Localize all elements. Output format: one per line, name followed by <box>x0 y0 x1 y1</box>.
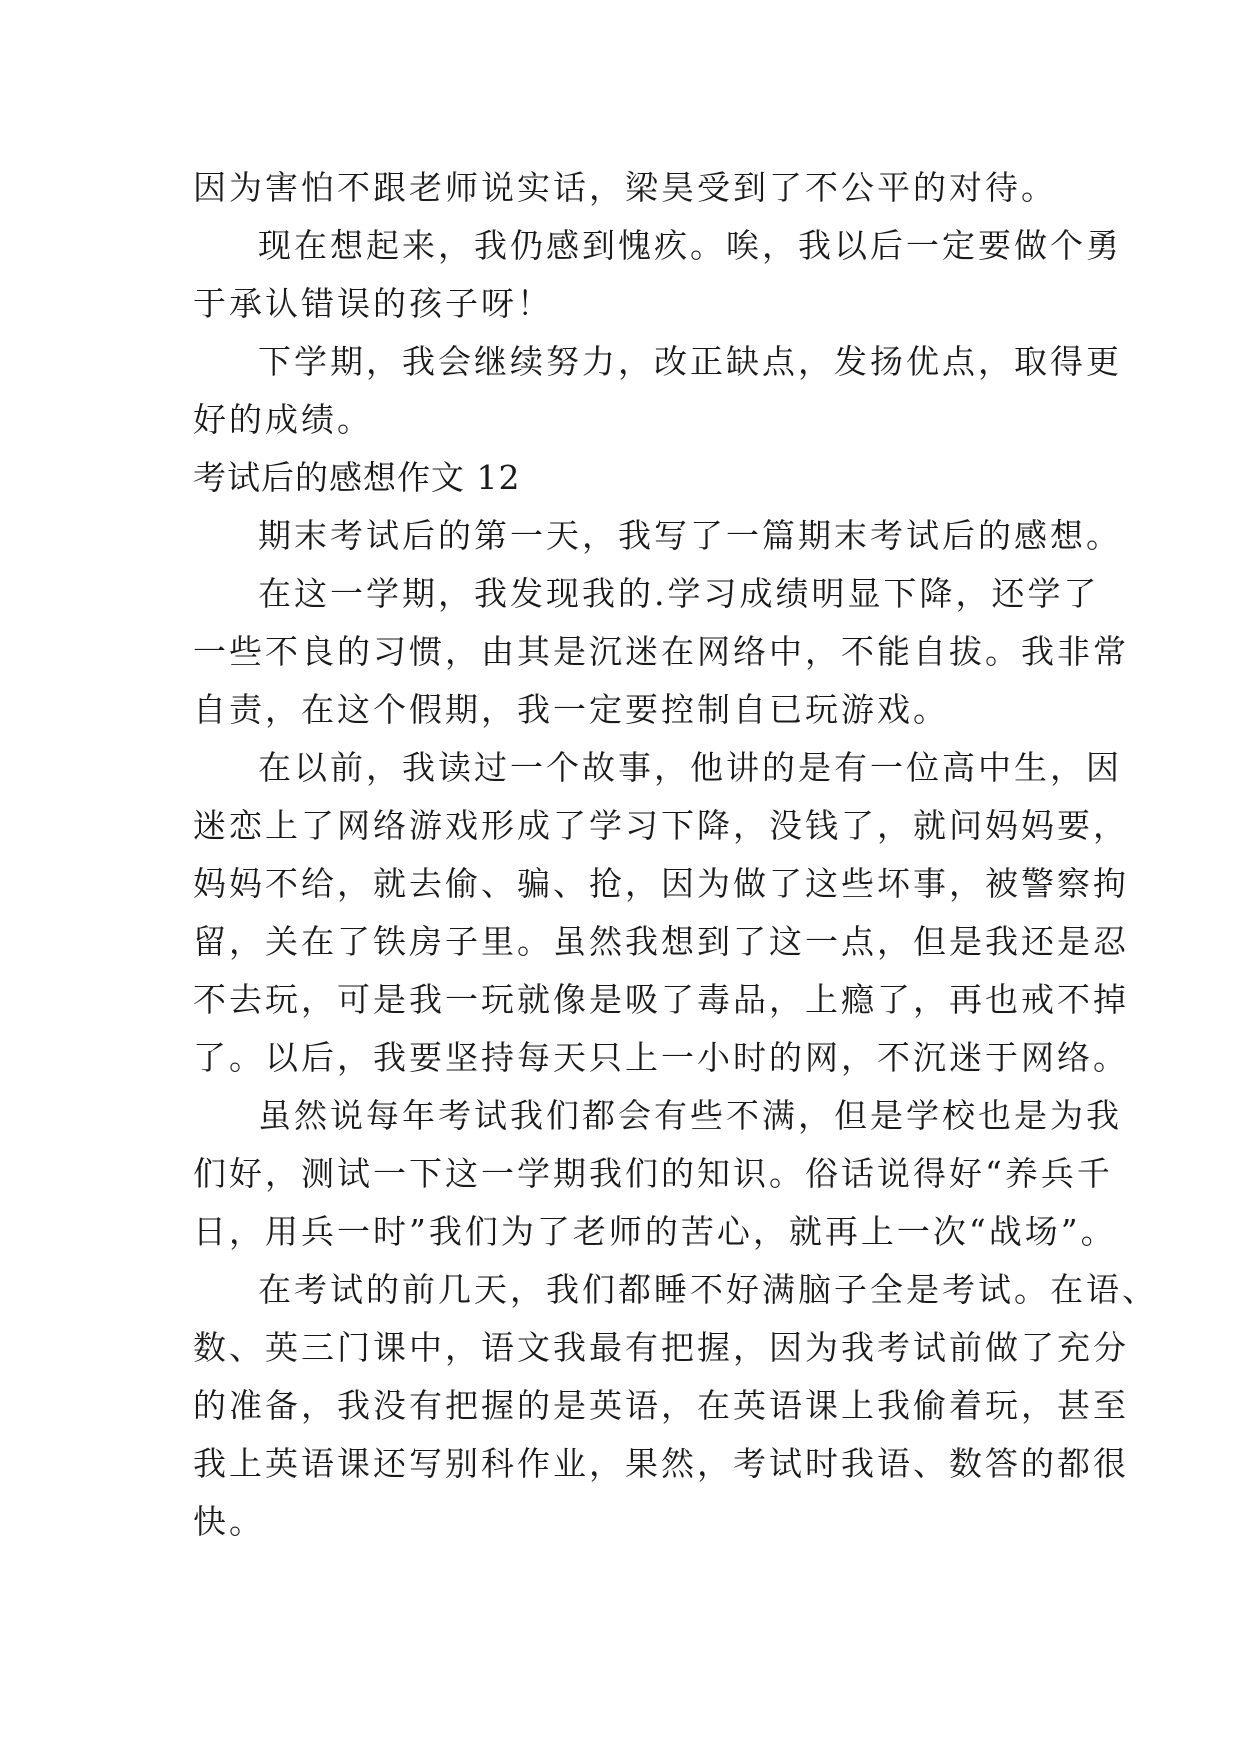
section-heading: 考试后的感想作文 12 <box>193 458 521 497</box>
text-line: 了。以后，我要坚持每天只上一小时的网，不沉迷于网络。 <box>193 1038 1129 1077</box>
text-line: 现在想起来，我仍感到愧疚。唉，我以后一定要做个勇 <box>258 226 1122 265</box>
text-line: 下学期，我会继续努力，改正缺点，发扬优点，取得更 <box>258 342 1122 381</box>
text-line: 快。 <box>193 1502 265 1541</box>
text-line: 不去玩，可是我一玩就像是吸了毒品，上瘾了，再也戒不掉 <box>193 980 1129 1019</box>
text-line: 期末考试后的第一天，我写了一篇期末考试后的感想。 <box>258 516 1122 555</box>
text-line: 数、英三门课中，语文我最有把握，因为我考试前做了充分 <box>193 1328 1129 1367</box>
text-line: 因为害怕不跟老师说实话，梁昊受到了不公平的对待。 <box>193 168 1057 207</box>
text-line: 我上英语课还写别科作业，果然，考试时我语、数答的都很 <box>193 1444 1129 1483</box>
text-line: 的准备，我没有把握的是英语，在英语课上我偷着玩，甚至 <box>193 1386 1129 1425</box>
text-line: 们好，测试一下这一学期我们的知识。俗话说得好“养兵千 <box>193 1154 1113 1193</box>
text-line: 在以前，我读过一个故事，他讲的是有一位高中生，因 <box>258 748 1122 787</box>
text-line: 迷恋上了网络游戏形成了学习下降，没钱了，就问妈妈要， <box>193 806 1129 845</box>
text-line: 于承认错误的孩子呀！ <box>193 284 553 323</box>
text-line: 一些不良的习惯，由其是沉迷在网络中，不能自拔。我非常 <box>193 632 1129 671</box>
text-line: 好的成绩。 <box>193 400 373 439</box>
text-line: 在考试的前几天，我们都睡不好满脑子全是考试。在语、 <box>258 1270 1158 1309</box>
text-line: 日，用兵一时”我们为了老师的苦心，就再上一次“战场”。 <box>193 1212 1117 1251</box>
text-line: 虽然说每年考试我们都会有些不满，但是学校也是为我 <box>258 1096 1122 1135</box>
text-line: 在这一学期，我发现我的.学习成绩明显下降，还学了 <box>258 574 1100 613</box>
text-line: 自责，在这个假期，我一定要控制自已玩游戏。 <box>193 690 949 729</box>
text-line: 留，关在了铁房子里。虽然我想到了这一点，但是我还是忍 <box>193 922 1129 961</box>
text-line: 妈妈不给，就去偷、骗、抢，因为做了这些坏事，被警察拘 <box>193 864 1129 903</box>
